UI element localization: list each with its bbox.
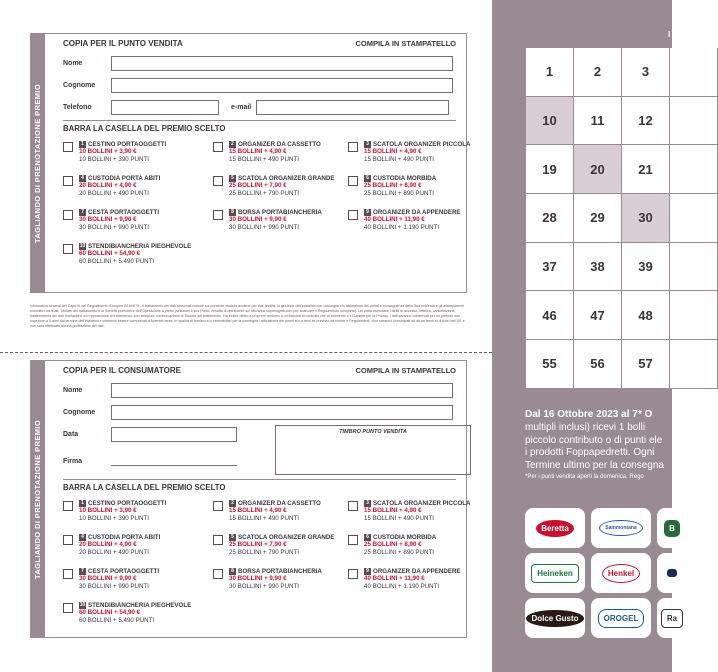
- prize-option: [213, 568, 348, 597]
- promo-footnote: *Per i punti vendita aperti la domenica. Rego: [525, 473, 644, 480]
- prize-price-cash: 20 BOLLINI + 4,90 €: [79, 541, 137, 549]
- signature-line[interactable]: [111, 456, 237, 466]
- prize-checkbox[interactable]: [63, 569, 73, 579]
- partner-logo: [657, 508, 687, 548]
- prize-checkbox[interactable]: [213, 142, 223, 152]
- promo-line: Dal 16 Ottobre 2023 al 7* O: [525, 409, 653, 420]
- prize-option: [63, 175, 213, 204]
- email-label: e-mail: [231, 103, 252, 111]
- bollino-cell: 12: [622, 97, 670, 146]
- prize-price-cash: 60 BOLLINI + 54,90 €: [79, 250, 141, 258]
- logo-text: [666, 568, 678, 578]
- prize-label: CUSTODIA PORTA ABITI: [88, 534, 161, 541]
- prize-checkbox[interactable]: [348, 535, 358, 545]
- bollino-cell: 11: [574, 97, 622, 146]
- prize-price-points: 15 BOLLINI + 490 PUNTI: [229, 514, 299, 522]
- field-label: Telefono: [63, 103, 92, 111]
- prize-price-points: 20 BOLLINI + 490 PUNTI: [79, 548, 149, 556]
- bollino-cell: [670, 97, 718, 146]
- prize-option: [213, 175, 348, 204]
- prize-option: [348, 534, 478, 563]
- prize-number: 5: [229, 534, 236, 541]
- prize-price-cash: 25 BOLLINI + 7,90 €: [229, 182, 287, 190]
- prize-checkbox[interactable]: [348, 176, 358, 186]
- prize-number: 3: [364, 141, 371, 148]
- prize-price-cash: 30 BOLLINI + 9,90 €: [79, 216, 137, 224]
- prize-option: [213, 534, 348, 563]
- prize-checkbox[interactable]: [213, 569, 223, 579]
- prize-checkbox[interactable]: [213, 210, 223, 220]
- bollino-cell: 47: [574, 291, 622, 340]
- panel-header: I: [668, 30, 671, 39]
- prize-option: [63, 243, 213, 272]
- prize-number: 2: [229, 141, 236, 148]
- prize-list: [63, 141, 471, 272]
- prize-name: [79, 141, 166, 148]
- bollino-cell: [670, 194, 718, 243]
- prize-label: CUSTODIA PORTA ABITI: [88, 175, 161, 182]
- logo-text: Sammontana: [599, 520, 642, 536]
- field-label: Cognome: [63, 81, 96, 89]
- prize-name: [79, 175, 160, 182]
- prize-number: 10: [79, 602, 86, 609]
- prize-price-points: 60 BOLLINI + 5.490 PUNTI: [79, 257, 155, 265]
- logo-text: Henkel: [602, 564, 640, 583]
- prize-number: 5: [229, 175, 236, 182]
- partner-logo: [591, 553, 651, 593]
- promo-line: piccolo contributo o di punti ele: [525, 434, 663, 446]
- prize-number: 7: [79, 568, 86, 575]
- field-label: Nome: [63, 59, 83, 67]
- prize-price-points: 10 BOLLINI + 390 PUNTI: [79, 155, 149, 163]
- bollino-cell: 48: [622, 291, 670, 340]
- bollino-cell: 38: [574, 243, 622, 292]
- prize-price-points: 20 BOLLINI + 490 PUNTI: [79, 189, 149, 197]
- prize-label: ORGANIZER DA APPENDERE: [373, 209, 461, 216]
- prize-checkbox[interactable]: [213, 501, 223, 511]
- partner-logo: [525, 553, 585, 593]
- promo-line: multipli inclusi) ricevi 1 bolli: [525, 421, 646, 433]
- prize-label: BORSA PORTABIANCHERIA: [238, 209, 322, 216]
- prize-checkbox[interactable]: [348, 210, 358, 220]
- name-field[interactable]: [111, 56, 453, 71]
- prize-price-points: 40 BOLLINI + 1.190 PUNTI: [364, 582, 440, 590]
- prize-label: SCATOLA ORGANIZER GRANDE: [238, 175, 335, 182]
- logo-text: Dolce Gusto: [525, 609, 584, 628]
- prize-price-points: 40 BOLLINI + 1.190 PUNTI: [364, 223, 440, 231]
- prize-number: 7: [79, 209, 86, 216]
- bollino-cell: [670, 48, 718, 97]
- logo-text: OROGEL: [598, 609, 645, 628]
- prize-option: [63, 534, 213, 563]
- cut-line: [0, 352, 492, 353]
- prize-label: CUSTODIA MORBIDA: [373, 534, 437, 541]
- prize-price-points: 15 BOLLINI + 490 PUNTI: [229, 155, 299, 163]
- prize-label: STENDIBIANCHERIA PIEGHEVOLE: [88, 602, 192, 609]
- partner-logo: [591, 508, 651, 548]
- prize-price-cash: 10 BOLLINI + 3,90 €: [79, 507, 137, 515]
- prize-price-points: 30 BOLLINI + 990 PUNTI: [79, 223, 149, 231]
- prize-name: [79, 243, 191, 250]
- prize-label: SCATOLA ORGANIZER GRANDE: [238, 534, 335, 541]
- prize-checkbox[interactable]: [63, 603, 73, 613]
- store-stamp-box: [275, 425, 471, 475]
- prize-name: [364, 534, 436, 541]
- prize-price-cash: 15 BOLLINI + 4,90 €: [364, 148, 422, 156]
- prize-price-points: 30 BOLLINI + 990 PUNTI: [229, 582, 299, 590]
- field-label: Firma: [63, 457, 83, 465]
- prize-checkbox[interactable]: [63, 535, 73, 545]
- prize-price-points: 30 BOLLINI + 990 PUNTI: [79, 582, 149, 590]
- prize-label: CESTINO PORTAOGGETTI: [88, 141, 167, 148]
- prize-label: ORGANIZER DA APPENDERE: [373, 568, 461, 575]
- prize-option: [63, 141, 213, 170]
- prize-price-points: 25 BOLLINI + 790 PUNTI: [229, 189, 299, 197]
- bollino-cell: [670, 291, 718, 340]
- prize-option: [63, 500, 213, 529]
- prize-label: CESTA PORTAOGGETTI: [88, 568, 160, 575]
- bollino-cell: 28: [526, 194, 574, 243]
- partner-logo: [525, 508, 585, 548]
- prize-price-points: 15 BOLLINI + 490 PUNTI: [364, 514, 434, 522]
- prize-option: [348, 568, 478, 597]
- prize-number: 6: [364, 175, 371, 182]
- prize-checkbox[interactable]: [348, 501, 358, 511]
- prize-option: [348, 141, 478, 170]
- email-field[interactable]: [256, 100, 449, 115]
- bollino-cell: 37: [526, 243, 574, 292]
- privacy-notice: Informativa ai sensi del Capo III del Regolamento Europeo 2016/679 - Il trattamento dei dati personali raccolti sul presente modulo avviene per due finalità: la gestione dell'iniziativa con consegna e/o attivazione dei premi e conseguenza della Sua richiesta e gli adempimenti normativi correlati. Titolare del trattamento è la Società promotrice dell'Operazione a premi (selezioni il suo Punto Vendita di riferimento sul sito www.supersigma.com per scaricare il Regolamento completo). Lei potrà esercitare i diritti di accesso, rettifica, cancellazione, trasferimento dei dati, limitazione e/o opposizione al trattamento, con semplice comunicazione al Titolare del trattamento. Ha inoltre diritto a proporre reclamo a un'Autorità di controllo che al momento è il Garante per la Privacy. I dati saranno conservati per un periodo non superiore a 5 anni dal termine dell'iniziativa e potranno essere comunicati a Aziende terze, in qualità di fornitori e/o intermediari per la consegna / attivazione dei premi e/o a terzi se previsto da norme e Regolamenti. Non saranno comunicati ad alcun terzo al di fuori dell'UE e non sarà effettuata alcuna profilazione dei dati.: [30, 304, 465, 328]
- prize-number: 9: [364, 209, 371, 216]
- prize-name: [79, 602, 191, 609]
- prize-number: 3: [364, 500, 371, 507]
- side-label: TAGLIANDO DI PRENOTAZIONE PREMIO: [33, 83, 43, 243]
- bollino-cell: 55: [526, 340, 574, 389]
- prize-option: [213, 141, 348, 170]
- bollino-cell: 1: [526, 48, 574, 97]
- prize-name: [364, 209, 461, 216]
- prize-option: [63, 209, 213, 238]
- prize-label: ORGANIZER DA CASSETTO: [238, 141, 321, 148]
- date-field[interactable]: [111, 427, 237, 442]
- bollino-cell: 56: [574, 340, 622, 389]
- bollino-cell: 46: [526, 291, 574, 340]
- coupon-consumer-copy: [30, 360, 471, 638]
- prize-number: 1: [79, 500, 86, 507]
- prize-price-points: 15 BOLLINI + 490 PUNTI: [364, 155, 434, 163]
- partner-logo: [525, 598, 585, 638]
- prize-section-title: BARRA LA CASELLA DEL PREMIO SCELTO: [63, 124, 226, 133]
- coupon-title: COPIA PER IL CONSUMATORE: [63, 366, 181, 375]
- prize-option: [348, 209, 478, 238]
- fill-note: COMPILA IN STAMPATELLO: [355, 39, 456, 48]
- prize-label: CUSTODIA MORBIDA: [373, 175, 437, 182]
- surname-field[interactable]: [111, 405, 453, 420]
- prize-price-cash: 30 BOLLINI + 9,90 €: [79, 575, 137, 583]
- prize-price-cash: 25 BOLLINI + 8,90 €: [364, 182, 422, 190]
- prize-price-points: 60 BOLLINI + 5.490 PUNTI: [79, 616, 155, 624]
- coupon-title: COPIA PER IL PUNTO VENDITA: [63, 39, 183, 48]
- bollino-cell: [670, 340, 718, 389]
- prize-checkbox[interactable]: [213, 535, 223, 545]
- prize-name: [79, 568, 159, 575]
- prize-number: 4: [79, 534, 86, 541]
- partner-logo: [591, 598, 651, 638]
- bollino-cell: 19: [526, 145, 574, 194]
- bollino-cell: [670, 243, 718, 292]
- promo-line: i prodotti Foppapedretti. Ogni: [525, 447, 655, 459]
- prize-price-points: 25 BOLLINI + 890 PUNTI: [364, 189, 434, 197]
- prize-price-points: 30 BOLLINI + 990 PUNTI: [229, 223, 299, 231]
- prize-checkbox[interactable]: [348, 142, 358, 152]
- bollino-cell: 57: [622, 340, 670, 389]
- prize-price-cash: 20 BOLLINI + 4,90 €: [79, 182, 137, 190]
- logo-text: B: [663, 519, 681, 538]
- partner-logo: [657, 598, 687, 638]
- prize-price-points: 25 BOLLINI + 890 PUNTI: [364, 548, 434, 556]
- promo-line: Termine ultimo per la consegna: [525, 460, 664, 472]
- prize-number: 6: [364, 534, 371, 541]
- prize-number: 8: [229, 568, 236, 575]
- prize-label: STENDIBIANCHERIA PIEGHEVOLE: [88, 243, 192, 250]
- prize-option: [213, 500, 348, 529]
- prize-label: CESTA PORTAOGGETTI: [88, 209, 160, 216]
- prize-name: [229, 175, 334, 182]
- prize-label: SCATOLA ORGANIZER PICCOLA: [373, 141, 471, 148]
- prize-label: SCATOLA ORGANIZER PICCOLA: [373, 500, 471, 507]
- prize-name: [229, 500, 321, 507]
- bollino-cell: 39: [622, 243, 670, 292]
- prize-number: 1: [79, 141, 86, 148]
- prize-checkbox[interactable]: [63, 176, 73, 186]
- prize-price-cash: 15 BOLLINI + 4,90 €: [229, 507, 287, 515]
- prize-number: 8: [229, 209, 236, 216]
- bollini-card-grid: [526, 48, 718, 389]
- prize-checkbox[interactable]: [63, 142, 73, 152]
- bollino-cell: 3: [622, 48, 670, 97]
- prize-number: 9: [364, 568, 371, 575]
- phone-field[interactable]: [111, 100, 219, 115]
- surname-field[interactable]: [111, 78, 453, 93]
- prize-price-points: 10 BOLLINI + 390 PUNTI: [79, 514, 149, 522]
- logo-text: Ra: [661, 609, 683, 628]
- fill-note: COMPILA IN STAMPATELLO: [355, 366, 456, 375]
- prize-name: [229, 141, 321, 148]
- logo-text: Beretta: [535, 519, 575, 538]
- prize-number: 4: [79, 175, 86, 182]
- prize-price-cash: 25 BOLLINI + 7,90 €: [229, 541, 287, 549]
- prize-checkbox[interactable]: [213, 176, 223, 186]
- prize-option: [213, 209, 348, 238]
- prize-number: 10: [79, 243, 86, 250]
- prize-name: [79, 500, 166, 507]
- prize-name: [364, 568, 461, 575]
- bollino-cell: 30: [622, 194, 670, 243]
- logo-text: Heineken: [531, 564, 579, 583]
- field-label: Cognome: [63, 408, 96, 416]
- name-field[interactable]: [111, 383, 453, 398]
- bollino-cell: 21: [622, 145, 670, 194]
- prize-price-cash: 15 BOLLINI + 4,90 €: [364, 507, 422, 515]
- prize-label: ORGANIZER DA CASSETTO: [238, 500, 321, 507]
- prize-checkbox[interactable]: [63, 501, 73, 511]
- partner-logo: [657, 553, 687, 593]
- prize-price-cash: 10 BOLLINI + 3,90 €: [79, 148, 137, 156]
- partner-logos: [525, 508, 687, 638]
- bollino-cell: 29: [574, 194, 622, 243]
- prize-price-cash: 30 BOLLINI + 9,90 €: [229, 216, 287, 224]
- prize-price-cash: 40 BOLLINI + 11,90 €: [364, 575, 425, 583]
- prize-name: [364, 500, 471, 507]
- prize-name: [229, 209, 322, 216]
- prize-option: [348, 500, 478, 529]
- prize-option: [63, 602, 213, 631]
- prize-price-cash: 25 BOLLINI + 8,90 €: [364, 541, 422, 549]
- prize-price-cash: 30 BOLLINI + 9,90 €: [229, 575, 287, 583]
- prize-price-cash: 60 BOLLINI + 54,90 €: [79, 609, 141, 617]
- bollino-cell: 20: [574, 145, 622, 194]
- side-strip: [31, 34, 45, 292]
- prize-option: [63, 568, 213, 597]
- prize-name: [229, 568, 322, 575]
- prize-name: [79, 209, 159, 216]
- field-label: Nome: [63, 386, 83, 394]
- side-strip: [31, 361, 45, 637]
- prize-price-cash: 15 BOLLINI + 4,90 €: [229, 148, 287, 156]
- prize-name: [79, 534, 160, 541]
- field-label: Data: [63, 430, 79, 438]
- promo-text: [525, 409, 672, 481]
- prize-label: BORSA PORTABIANCHERIA: [238, 568, 322, 575]
- prize-label: CESTINO PORTAOGGETTI: [88, 500, 167, 507]
- prize-name: [229, 534, 334, 541]
- bollini-panel: [492, 0, 678, 672]
- coupon-store-copy: [30, 33, 471, 293]
- prize-checkbox[interactable]: [63, 210, 73, 220]
- prize-name: [364, 141, 471, 148]
- side-label: TAGLIANDO DI PRENOTAZIONE PREMIO: [33, 419, 43, 579]
- bollino-cell: 10: [526, 97, 574, 146]
- divider: [63, 479, 456, 480]
- prize-option: [348, 175, 478, 204]
- prize-price-points: 25 BOLLINI + 790 PUNTI: [229, 548, 299, 556]
- prize-checkbox[interactable]: [63, 244, 73, 254]
- prize-section-title: BARRA LA CASELLA DEL PREMIO SCELTO: [63, 483, 226, 492]
- prize-checkbox[interactable]: [348, 569, 358, 579]
- bollino-cell: [670, 145, 718, 194]
- prize-list: [63, 500, 471, 631]
- bollino-cell: 2: [574, 48, 622, 97]
- prize-name: [364, 175, 436, 182]
- stamp-label: TIMBRO PUNTO VENDITA: [339, 429, 407, 435]
- divider: [63, 120, 456, 121]
- prize-price-cash: 40 BOLLINI + 11,90 €: [364, 216, 425, 224]
- prize-number: 2: [229, 500, 236, 507]
